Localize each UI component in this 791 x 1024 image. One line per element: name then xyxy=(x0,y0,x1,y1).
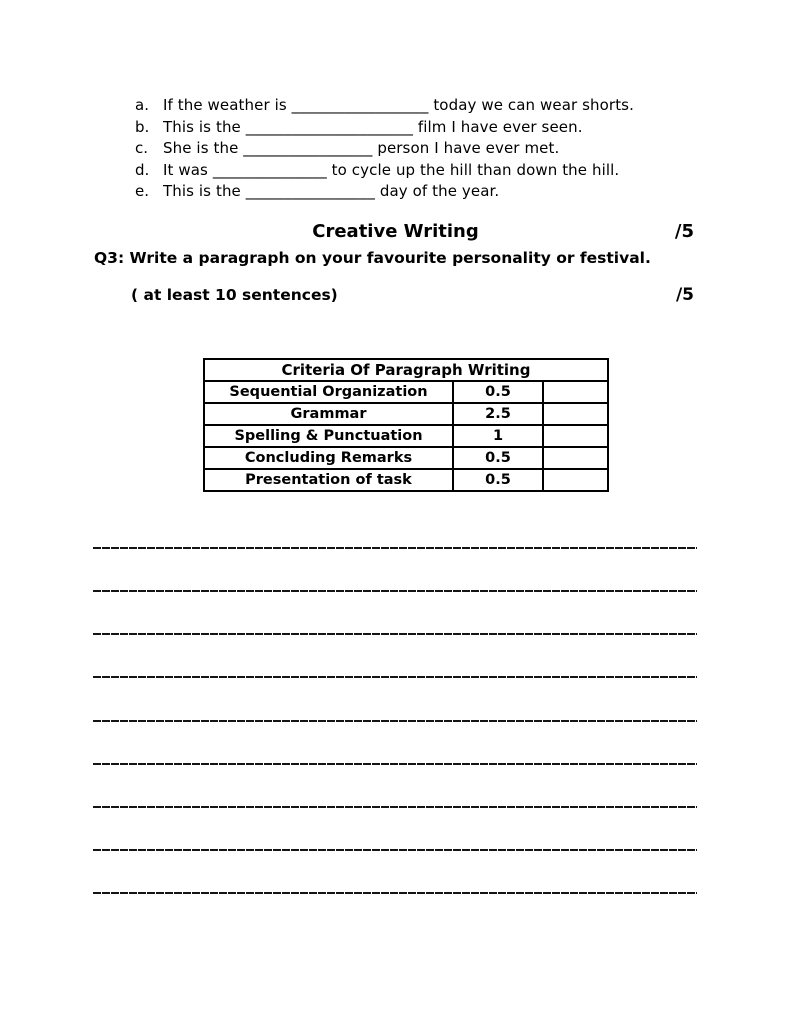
writing-line xyxy=(93,806,697,808)
criteria-cell: Presentation of task xyxy=(204,469,453,491)
marks-cell: 2.5 xyxy=(453,403,543,425)
item-label: b. xyxy=(135,117,150,136)
criteria-cell: Sequential Organization xyxy=(204,381,453,403)
writing-area xyxy=(93,547,697,896)
score-cell xyxy=(543,381,608,403)
item-label: c. xyxy=(135,139,149,157)
item-text: It was _______________ to cycle up the hill than down the hill. xyxy=(163,160,620,179)
score-cell xyxy=(543,447,608,469)
item-text: If the weather is __________________ today we can wear shorts. xyxy=(163,96,634,114)
question-note-marks: /5 xyxy=(675,285,694,305)
writing-line xyxy=(93,849,697,851)
section-title-row xyxy=(0,221,791,242)
item-label: e. xyxy=(135,182,149,200)
marks-cell: 0.5 xyxy=(453,469,543,491)
section-marks: /5 xyxy=(674,221,694,242)
table-header: Criteria Of Paragraph Writing xyxy=(204,359,608,381)
marks-cell: 1 xyxy=(453,425,543,447)
score-cell xyxy=(543,425,608,447)
criteria-cell: Spelling & Punctuation xyxy=(204,425,453,447)
question-q3: Q3: Write a paragraph on your favourite personality or festival. xyxy=(94,249,651,267)
table-row xyxy=(204,381,608,403)
criteria-table xyxy=(203,358,609,492)
fill-in-blanks-list xyxy=(135,95,695,203)
list-item xyxy=(135,160,695,182)
writing-line xyxy=(93,892,697,894)
table-row xyxy=(204,425,608,447)
question-note: ( at least 10 sentences) xyxy=(131,286,338,304)
list-item xyxy=(135,117,695,139)
score-cell xyxy=(543,469,608,491)
list-item xyxy=(135,95,695,117)
writing-line xyxy=(93,763,697,765)
item-text: She is the _________________ person I have ever met. xyxy=(163,139,560,157)
table-row xyxy=(204,403,608,425)
marks-cell: 0.5 xyxy=(453,447,543,469)
list-item xyxy=(135,181,695,203)
marks-cell: 0.5 xyxy=(453,381,543,403)
writing-line xyxy=(93,590,697,592)
item-text: This is the _________________ day of the year. xyxy=(163,182,500,200)
writing-line xyxy=(93,633,697,635)
writing-line xyxy=(93,720,697,722)
list-item xyxy=(135,138,695,160)
table-row xyxy=(204,469,608,491)
section-title: Creative Writing xyxy=(312,221,479,242)
criteria-cell: Concluding Remarks xyxy=(204,447,453,469)
item-label: d. xyxy=(135,160,150,179)
item-text: This is the ______________________ film I have ever seen. xyxy=(163,117,583,136)
table-row xyxy=(204,447,608,469)
criteria-cell: Grammar xyxy=(204,403,453,425)
item-label: a. xyxy=(135,96,149,114)
writing-line xyxy=(93,676,697,678)
table-header-row xyxy=(204,359,608,381)
score-cell xyxy=(543,403,608,425)
writing-line xyxy=(93,547,697,549)
